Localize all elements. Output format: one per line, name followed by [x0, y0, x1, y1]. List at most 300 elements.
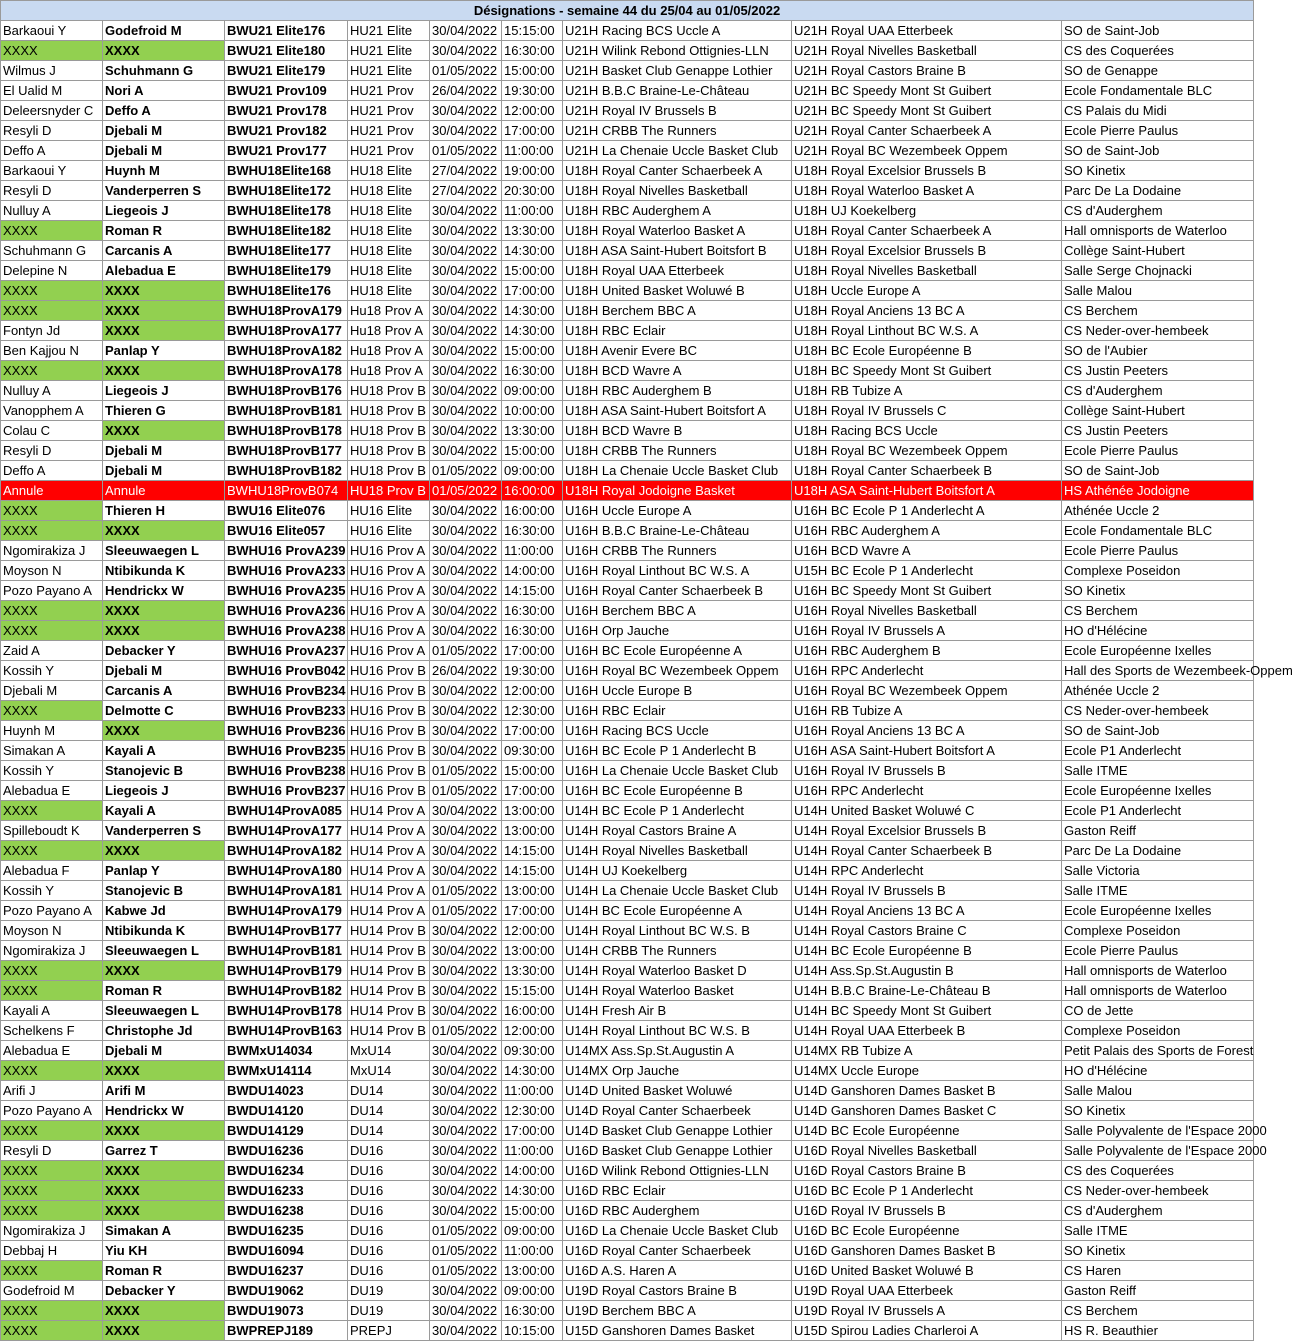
match-date-cell[interactable]: 30/04/2022 — [430, 541, 502, 561]
match-code-cell[interactable]: BWHU16 ProvA239 — [225, 541, 348, 561]
referee-1-cell[interactable]: Deffo A — [1, 461, 103, 481]
referee-2-cell[interactable]: XXXX — [103, 1321, 225, 1341]
home-team-cell[interactable]: U16D Wilink Rebond Ottignies-LLN — [563, 1161, 792, 1181]
venue-cell[interactable]: Complexe Poseidon — [1062, 921, 1254, 941]
away-team-cell[interactable]: U18H ASA Saint-Hubert Boitsfort A — [792, 481, 1062, 501]
match-time-cell[interactable]: 17:00:00 — [502, 781, 563, 801]
home-team-cell[interactable]: U14H Royal Waterloo Basket — [563, 981, 792, 1001]
match-code-cell[interactable]: BWHU18ProvB176 — [225, 381, 348, 401]
match-date-cell[interactable]: 30/04/2022 — [430, 1061, 502, 1081]
match-time-cell[interactable]: 09:30:00 — [502, 1041, 563, 1061]
referee-1-cell[interactable]: XXXX — [1, 841, 103, 861]
away-team-cell[interactable]: U21H Royal Castors Braine B — [792, 61, 1062, 81]
match-time-cell[interactable]: 14:30:00 — [502, 1061, 563, 1081]
home-team-cell[interactable]: U21H B.B.C Braine-Le-Château — [563, 81, 792, 101]
referee-1-cell[interactable]: XXXX — [1, 281, 103, 301]
venue-cell[interactable]: CS Neder-over-hembeek — [1062, 1181, 1254, 1201]
category-cell[interactable]: HU14 Prov A — [348, 901, 430, 921]
match-date-cell[interactable]: 30/04/2022 — [430, 601, 502, 621]
match-time-cell[interactable]: 15:00:00 — [502, 341, 563, 361]
match-time-cell[interactable]: 16:30:00 — [502, 41, 563, 61]
referee-1-cell[interactable]: XXXX — [1, 1261, 103, 1281]
referee-1-cell[interactable]: XXXX — [1, 1061, 103, 1081]
referee-1-cell[interactable]: XXXX — [1, 981, 103, 1001]
category-cell[interactable]: DU16 — [348, 1261, 430, 1281]
home-team-cell[interactable]: U16H Royal BC Wezembeek Oppem — [563, 661, 792, 681]
match-time-cell[interactable]: 11:00:00 — [502, 541, 563, 561]
match-time-cell[interactable]: 14:15:00 — [502, 841, 563, 861]
match-date-cell[interactable]: 30/04/2022 — [430, 1001, 502, 1021]
referee-2-cell[interactable]: Djebali M — [103, 121, 225, 141]
category-cell[interactable]: DU16 — [348, 1161, 430, 1181]
referee-1-cell[interactable]: Barkaoui Y — [1, 21, 103, 41]
category-cell[interactable]: HU21 Elite — [348, 21, 430, 41]
match-date-cell[interactable]: 30/04/2022 — [430, 821, 502, 841]
home-team-cell[interactable]: U14H Royal Linthout BC W.S. B — [563, 1021, 792, 1041]
match-time-cell[interactable]: 15:00:00 — [502, 61, 563, 81]
home-team-cell[interactable]: U16H CRBB The Runners — [563, 541, 792, 561]
referee-1-cell[interactable]: Barkaoui Y — [1, 161, 103, 181]
category-cell[interactable]: HU16 Prov A — [348, 541, 430, 561]
venue-cell[interactable]: SO Kinetix — [1062, 161, 1254, 181]
home-team-cell[interactable]: U14H Royal Waterloo Basket D — [563, 961, 792, 981]
category-cell[interactable]: HU18 Prov B — [348, 381, 430, 401]
match-code-cell[interactable]: BWU21 Elite180 — [225, 41, 348, 61]
category-cell[interactable]: HU18 Elite — [348, 241, 430, 261]
venue-cell[interactable]: Gaston Reiff — [1062, 1281, 1254, 1301]
match-date-cell[interactable]: 30/04/2022 — [430, 521, 502, 541]
referee-2-cell[interactable]: Djebali M — [103, 661, 225, 681]
match-code-cell[interactable]: BWMxU14114 — [225, 1061, 348, 1081]
venue-cell[interactable]: Hall omnisports de Waterloo — [1062, 961, 1254, 981]
referee-1-cell[interactable]: Ngomirakiza J — [1, 541, 103, 561]
match-date-cell[interactable]: 30/04/2022 — [430, 421, 502, 441]
home-team-cell[interactable]: U21H Racing BCS Uccle A — [563, 21, 792, 41]
away-team-cell[interactable]: U14D Ganshoren Dames Basket B — [792, 1081, 1062, 1101]
referee-1-cell[interactable]: Ngomirakiza J — [1, 941, 103, 961]
away-team-cell[interactable]: U14D Ganshoren Dames Basket C — [792, 1101, 1062, 1121]
category-cell[interactable]: HU16 Prov B — [348, 741, 430, 761]
sheet-title[interactable]: Désignations - semaine 44 du 25/04 au 01/05/2022 — [1, 1, 1254, 21]
category-cell[interactable]: HU18 Elite — [348, 221, 430, 241]
match-code-cell[interactable]: BWHU14ProvB181 — [225, 941, 348, 961]
match-time-cell[interactable]: 19:30:00 — [502, 81, 563, 101]
away-team-cell[interactable]: U16D Royal Nivelles Basketball — [792, 1141, 1062, 1161]
away-team-cell[interactable]: U18H BC Speedy Mont St Guibert — [792, 361, 1062, 381]
match-date-cell[interactable]: 30/04/2022 — [430, 841, 502, 861]
referee-1-cell[interactable]: Resyli D — [1, 181, 103, 201]
category-cell[interactable]: HU14 Prov B — [348, 981, 430, 1001]
match-time-cell[interactable]: 16:00:00 — [502, 1001, 563, 1021]
category-cell[interactable]: PREPJ — [348, 1321, 430, 1341]
away-team-cell[interactable]: U15H BC Ecole P 1 Anderlecht — [792, 561, 1062, 581]
venue-cell[interactable]: CS d'Auderghem — [1062, 381, 1254, 401]
match-date-cell[interactable]: 30/04/2022 — [430, 301, 502, 321]
away-team-cell[interactable]: U21H Royal Canter Schaerbeek A — [792, 121, 1062, 141]
category-cell[interactable]: DU19 — [348, 1301, 430, 1321]
category-cell[interactable]: HU14 Prov A — [348, 801, 430, 821]
venue-cell[interactable]: Complexe Poseidon — [1062, 1021, 1254, 1041]
match-code-cell[interactable]: BWHU16 ProvA237 — [225, 641, 348, 661]
match-code-cell[interactable]: BWHU18ProvA179 — [225, 301, 348, 321]
match-time-cell[interactable]: 16:30:00 — [502, 601, 563, 621]
referee-2-cell[interactable]: Delmotte C — [103, 701, 225, 721]
away-team-cell[interactable]: U16H RPC Anderlecht — [792, 661, 1062, 681]
away-team-cell[interactable]: U16D BC Ecole Européenne — [792, 1221, 1062, 1241]
referee-1-cell[interactable]: Huynh M — [1, 721, 103, 741]
match-code-cell[interactable]: BWHU16 ProvB235 — [225, 741, 348, 761]
home-team-cell[interactable]: U14H Fresh Air B — [563, 1001, 792, 1021]
category-cell[interactable]: HU14 Prov B — [348, 961, 430, 981]
match-code-cell[interactable]: BWHU18Elite176 — [225, 281, 348, 301]
match-date-cell[interactable]: 30/04/2022 — [430, 221, 502, 241]
match-time-cell[interactable]: 19:00:00 — [502, 161, 563, 181]
home-team-cell[interactable]: U18H BCD Wavre B — [563, 421, 792, 441]
match-time-cell[interactable]: 15:00:00 — [502, 761, 563, 781]
match-time-cell[interactable]: 14:30:00 — [502, 1181, 563, 1201]
match-time-cell[interactable]: 13:30:00 — [502, 421, 563, 441]
home-team-cell[interactable]: U18H Royal Nivelles Basketball — [563, 181, 792, 201]
home-team-cell[interactable]: U14D Royal Canter Schaerbeek — [563, 1101, 792, 1121]
match-time-cell[interactable]: 17:00:00 — [502, 641, 563, 661]
match-time-cell[interactable]: 17:00:00 — [502, 121, 563, 141]
match-code-cell[interactable]: BWHU16 ProvB238 — [225, 761, 348, 781]
venue-cell[interactable]: HO d'Hélécine — [1062, 621, 1254, 641]
referee-1-cell[interactable]: Schelkens F — [1, 1021, 103, 1041]
away-team-cell[interactable]: U16H RB Tubize A — [792, 701, 1062, 721]
match-code-cell[interactable]: BWU21 Prov177 — [225, 141, 348, 161]
match-time-cell[interactable]: 09:30:00 — [502, 741, 563, 761]
match-time-cell[interactable]: 14:30:00 — [502, 321, 563, 341]
away-team-cell[interactable]: U18H Royal Waterloo Basket A — [792, 181, 1062, 201]
referee-1-cell[interactable]: XXXX — [1, 1301, 103, 1321]
away-team-cell[interactable]: U14D BC Ecole Européenne — [792, 1121, 1062, 1141]
venue-cell[interactable]: Ecole Fondamentale BLC — [1062, 81, 1254, 101]
match-code-cell[interactable]: BWHU16 ProvA233 — [225, 561, 348, 581]
home-team-cell[interactable]: U16H Uccle Europe B — [563, 681, 792, 701]
home-team-cell[interactable]: U18H Royal Canter Schaerbeek A — [563, 161, 792, 181]
match-time-cell[interactable]: 19:30:00 — [502, 661, 563, 681]
venue-cell[interactable]: Collège Saint-Hubert — [1062, 241, 1254, 261]
match-time-cell[interactable]: 12:30:00 — [502, 1101, 563, 1121]
match-date-cell[interactable]: 30/04/2022 — [430, 721, 502, 741]
match-time-cell[interactable]: 11:00:00 — [502, 141, 563, 161]
match-date-cell[interactable]: 30/04/2022 — [430, 581, 502, 601]
home-team-cell[interactable]: U16D RBC Auderghem — [563, 1201, 792, 1221]
match-date-cell[interactable]: 01/05/2022 — [430, 141, 502, 161]
category-cell[interactable]: HU18 Prov B — [348, 421, 430, 441]
match-code-cell[interactable]: BWHU14ProvB182 — [225, 981, 348, 1001]
away-team-cell[interactable]: U16D United Basket Woluwé B — [792, 1261, 1062, 1281]
venue-cell[interactable]: SO de Saint-Job — [1062, 21, 1254, 41]
referee-1-cell[interactable]: XXXX — [1, 1181, 103, 1201]
referee-1-cell[interactable]: Ben Kajjou N — [1, 341, 103, 361]
home-team-cell[interactable]: U14H Royal Linthout BC W.S. B — [563, 921, 792, 941]
referee-1-cell[interactable]: XXXX — [1, 601, 103, 621]
home-team-cell[interactable]: U14H BC Ecole P 1 Anderlecht — [563, 801, 792, 821]
home-team-cell[interactable]: U18H ASA Saint-Hubert Boitsfort A — [563, 401, 792, 421]
home-team-cell[interactable]: U14MX Orp Jauche — [563, 1061, 792, 1081]
match-date-cell[interactable]: 30/04/2022 — [430, 201, 502, 221]
away-team-cell[interactable]: U14H Royal Canter Schaerbeek B — [792, 841, 1062, 861]
venue-cell[interactable]: SO de Saint-Job — [1062, 461, 1254, 481]
referee-2-cell[interactable]: Djebali M — [103, 461, 225, 481]
referee-2-cell[interactable]: XXXX — [103, 961, 225, 981]
referee-1-cell[interactable]: Pozo Payano A — [1, 901, 103, 921]
referee-2-cell[interactable]: Carcanis A — [103, 681, 225, 701]
match-time-cell[interactable]: 16:00:00 — [502, 501, 563, 521]
venue-cell[interactable]: CS Palais du Midi — [1062, 101, 1254, 121]
match-date-cell[interactable]: 30/04/2022 — [430, 921, 502, 941]
referee-1-cell[interactable]: Moyson N — [1, 561, 103, 581]
home-team-cell[interactable]: U18H RBC Eclair — [563, 321, 792, 341]
category-cell[interactable]: HU16 Prov B — [348, 681, 430, 701]
away-team-cell[interactable]: U18H Royal IV Brussels C — [792, 401, 1062, 421]
match-date-cell[interactable]: 26/04/2022 — [430, 661, 502, 681]
match-code-cell[interactable]: BWHU16 ProvB042 — [225, 661, 348, 681]
match-time-cell[interactable]: 17:00:00 — [502, 901, 563, 921]
home-team-cell[interactable]: U14H BC Ecole Européenne A — [563, 901, 792, 921]
venue-cell[interactable]: Parc De La Dodaine — [1062, 841, 1254, 861]
match-date-cell[interactable]: 30/04/2022 — [430, 621, 502, 641]
home-team-cell[interactable]: U14H La Chenaie Uccle Basket Club — [563, 881, 792, 901]
venue-cell[interactable]: Ecole Pierre Paulus — [1062, 441, 1254, 461]
match-date-cell[interactable]: 26/04/2022 — [430, 81, 502, 101]
match-time-cell[interactable]: 16:30:00 — [502, 1301, 563, 1321]
category-cell[interactable]: MxU14 — [348, 1041, 430, 1061]
referee-1-cell[interactable]: Delepine N — [1, 261, 103, 281]
referee-2-cell[interactable]: Simakan A — [103, 1221, 225, 1241]
match-date-cell[interactable]: 30/04/2022 — [430, 701, 502, 721]
category-cell[interactable]: HU21 Elite — [348, 61, 430, 81]
category-cell[interactable]: Hu18 Prov A — [348, 321, 430, 341]
match-code-cell[interactable]: BWHU14ProvA181 — [225, 881, 348, 901]
category-cell[interactable]: HU18 Elite — [348, 261, 430, 281]
referee-2-cell[interactable]: XXXX — [103, 281, 225, 301]
match-time-cell[interactable]: 12:00:00 — [502, 921, 563, 941]
referee-1-cell[interactable]: XXXX — [1, 41, 103, 61]
away-team-cell[interactable]: U14H Ass.Sp.St.Augustin B — [792, 961, 1062, 981]
referee-2-cell[interactable]: XXXX — [103, 1121, 225, 1141]
category-cell[interactable]: HU14 Prov A — [348, 821, 430, 841]
referee-2-cell[interactable]: Debacker Y — [103, 641, 225, 661]
match-date-cell[interactable]: 27/04/2022 — [430, 161, 502, 181]
referee-2-cell[interactable]: Arifi M — [103, 1081, 225, 1101]
away-team-cell[interactable]: U16H BC Ecole P 1 Anderlecht A — [792, 501, 1062, 521]
category-cell[interactable]: HU18 Prov B — [348, 441, 430, 461]
match-code-cell[interactable]: BWMxU14034 — [225, 1041, 348, 1061]
venue-cell[interactable]: Hall des Sports de Wezembeek-Oppem — [1062, 661, 1254, 681]
referee-2-cell[interactable]: Ntibikunda K — [103, 921, 225, 941]
match-code-cell[interactable]: BWHU16 ProvB234 — [225, 681, 348, 701]
referee-1-cell[interactable]: Resyli D — [1, 121, 103, 141]
venue-cell[interactable]: SO Kinetix — [1062, 1241, 1254, 1261]
venue-cell[interactable]: HO d'Hélécine — [1062, 1061, 1254, 1081]
referee-2-cell[interactable]: XXXX — [103, 361, 225, 381]
home-team-cell[interactable]: U21H Basket Club Genappe Lothier — [563, 61, 792, 81]
match-date-cell[interactable]: 01/05/2022 — [430, 1241, 502, 1261]
venue-cell[interactable]: Hall omnisports de Waterloo — [1062, 221, 1254, 241]
referee-1-cell[interactable]: Colau C — [1, 421, 103, 441]
match-date-cell[interactable]: 30/04/2022 — [430, 21, 502, 41]
match-date-cell[interactable]: 30/04/2022 — [430, 281, 502, 301]
category-cell[interactable]: Hu18 Prov A — [348, 341, 430, 361]
away-team-cell[interactable]: U16H Royal IV Brussels A — [792, 621, 1062, 641]
home-team-cell[interactable]: U18H Royal Jodoigne Basket — [563, 481, 792, 501]
referee-1-cell[interactable]: Godefroid M — [1, 1281, 103, 1301]
venue-cell[interactable]: CS Haren — [1062, 1261, 1254, 1281]
away-team-cell[interactable]: U16H Royal BC Wezembeek Oppem — [792, 681, 1062, 701]
home-team-cell[interactable]: U16H Berchem BBC A — [563, 601, 792, 621]
match-date-cell[interactable]: 30/04/2022 — [430, 1281, 502, 1301]
referee-2-cell[interactable]: Sleeuwaegen L — [103, 941, 225, 961]
away-team-cell[interactable]: U16H BCD Wavre A — [792, 541, 1062, 561]
referee-1-cell[interactable]: Simakan A — [1, 741, 103, 761]
home-team-cell[interactable]: U16H BC Ecole Européenne A — [563, 641, 792, 661]
match-code-cell[interactable]: BWU21 Elite179 — [225, 61, 348, 81]
match-code-cell[interactable]: BWHU18ProvB181 — [225, 401, 348, 421]
category-cell[interactable]: HU16 Prov A — [348, 601, 430, 621]
referee-2-cell[interactable]: Ntibikunda K — [103, 561, 225, 581]
venue-cell[interactable]: Hall omnisports de Waterloo — [1062, 981, 1254, 1001]
referee-2-cell[interactable]: Huynh M — [103, 161, 225, 181]
away-team-cell[interactable]: U16D Royal Castors Braine B — [792, 1161, 1062, 1181]
category-cell[interactable]: HU14 Prov B — [348, 1021, 430, 1041]
match-date-cell[interactable]: 01/05/2022 — [430, 1261, 502, 1281]
venue-cell[interactable]: CS Neder-over-hembeek — [1062, 321, 1254, 341]
away-team-cell[interactable]: U14H Royal Excelsior Brussels B — [792, 821, 1062, 841]
category-cell[interactable]: HU16 Prov B — [348, 701, 430, 721]
venue-cell[interactable]: Complexe Poseidon — [1062, 561, 1254, 581]
referee-1-cell[interactable]: Fontyn Jd — [1, 321, 103, 341]
referee-1-cell[interactable]: XXXX — [1, 801, 103, 821]
venue-cell[interactable]: Ecole P1 Anderlecht — [1062, 741, 1254, 761]
home-team-cell[interactable]: U18H Royal UAA Etterbeek — [563, 261, 792, 281]
referee-1-cell[interactable]: Annule — [1, 481, 103, 501]
match-time-cell[interactable]: 09:00:00 — [502, 381, 563, 401]
match-date-cell[interactable]: 01/05/2022 — [430, 641, 502, 661]
referee-1-cell[interactable]: Spilleboudt K — [1, 821, 103, 841]
referee-1-cell[interactable]: XXXX — [1, 501, 103, 521]
match-code-cell[interactable]: BWDU16238 — [225, 1201, 348, 1221]
category-cell[interactable]: HU16 Prov A — [348, 641, 430, 661]
home-team-cell[interactable]: U14H Royal Castors Braine A — [563, 821, 792, 841]
home-team-cell[interactable]: U14MX Ass.Sp.St.Augustin A — [563, 1041, 792, 1061]
referee-2-cell[interactable]: Hendrickx W — [103, 1101, 225, 1121]
referee-1-cell[interactable]: Alebadua E — [1, 1041, 103, 1061]
referee-1-cell[interactable]: Debbaj H — [1, 1241, 103, 1261]
referee-1-cell[interactable]: XXXX — [1, 1121, 103, 1141]
away-team-cell[interactable]: U16H Royal IV Brussels B — [792, 761, 1062, 781]
away-team-cell[interactable]: U18H Racing BCS Uccle — [792, 421, 1062, 441]
away-team-cell[interactable]: U16H ASA Saint-Hubert Boitsfort A — [792, 741, 1062, 761]
away-team-cell[interactable]: U21H BC Speedy Mont St Guibert — [792, 101, 1062, 121]
match-code-cell[interactable]: BWDU16234 — [225, 1161, 348, 1181]
match-code-cell[interactable]: BWHU18ProvA177 — [225, 321, 348, 341]
venue-cell[interactable]: Ecole Pierre Paulus — [1062, 121, 1254, 141]
venue-cell[interactable]: Ecole Européenne Ixelles — [1062, 641, 1254, 661]
away-team-cell[interactable]: U14MX Uccle Europe — [792, 1061, 1062, 1081]
referee-1-cell[interactable]: Arifi J — [1, 1081, 103, 1101]
venue-cell[interactable]: Salle Serge Chojnacki — [1062, 261, 1254, 281]
category-cell[interactable]: HU18 Elite — [348, 281, 430, 301]
match-time-cell[interactable]: 17:00:00 — [502, 1121, 563, 1141]
away-team-cell[interactable]: U14H BC Ecole Européenne B — [792, 941, 1062, 961]
away-team-cell[interactable]: U21H Royal BC Wezembeek Oppem — [792, 141, 1062, 161]
match-date-cell[interactable]: 30/04/2022 — [430, 861, 502, 881]
home-team-cell[interactable]: U18H BCD Wavre A — [563, 361, 792, 381]
match-date-cell[interactable]: 01/05/2022 — [430, 1221, 502, 1241]
referee-1-cell[interactable]: Ngomirakiza J — [1, 1221, 103, 1241]
away-team-cell[interactable]: U16H BC Speedy Mont St Guibert — [792, 581, 1062, 601]
match-code-cell[interactable]: BWDU16235 — [225, 1221, 348, 1241]
match-code-cell[interactable]: BWHU14ProvB177 — [225, 921, 348, 941]
match-date-cell[interactable]: 30/04/2022 — [430, 941, 502, 961]
category-cell[interactable]: HU14 Prov B — [348, 941, 430, 961]
match-code-cell[interactable]: BWU21 Elite176 — [225, 21, 348, 41]
home-team-cell[interactable]: U15D Ganshoren Dames Basket — [563, 1321, 792, 1341]
home-team-cell[interactable]: U16H Uccle Europe A — [563, 501, 792, 521]
away-team-cell[interactable]: U18H Royal Excelsior Brussels B — [792, 241, 1062, 261]
match-code-cell[interactable]: BWHU14ProvB163 — [225, 1021, 348, 1041]
referee-2-cell[interactable]: Vanderperren S — [103, 181, 225, 201]
away-team-cell[interactable]: U15D Spirou Ladies Charleroi A — [792, 1321, 1062, 1341]
match-code-cell[interactable]: BWHU18ProvB177 — [225, 441, 348, 461]
venue-cell[interactable]: SO de l'Aubier — [1062, 341, 1254, 361]
match-time-cell[interactable]: 14:00:00 — [502, 561, 563, 581]
referee-2-cell[interactable]: Annule — [103, 481, 225, 501]
match-date-cell[interactable]: 30/04/2022 — [430, 401, 502, 421]
referee-2-cell[interactable]: Deffo A — [103, 101, 225, 121]
match-date-cell[interactable]: 30/04/2022 — [430, 741, 502, 761]
match-code-cell[interactable]: BWHU14ProvA180 — [225, 861, 348, 881]
match-code-cell[interactable]: BWHU16 ProvA238 — [225, 621, 348, 641]
referee-2-cell[interactable]: Panlap Y — [103, 341, 225, 361]
referee-2-cell[interactable]: XXXX — [103, 1301, 225, 1321]
referee-2-cell[interactable]: Panlap Y — [103, 861, 225, 881]
match-date-cell[interactable]: 30/04/2022 — [430, 961, 502, 981]
match-time-cell[interactable]: 13:00:00 — [502, 1261, 563, 1281]
category-cell[interactable]: DU19 — [348, 1281, 430, 1301]
match-date-cell[interactable]: 30/04/2022 — [430, 1081, 502, 1101]
home-team-cell[interactable]: U18H RBC Auderghem A — [563, 201, 792, 221]
venue-cell[interactable]: CS Justin Peeters — [1062, 421, 1254, 441]
referee-2-cell[interactable]: XXXX — [103, 601, 225, 621]
referee-2-cell[interactable]: XXXX — [103, 1181, 225, 1201]
match-time-cell[interactable]: 13:00:00 — [502, 801, 563, 821]
category-cell[interactable]: DU16 — [348, 1221, 430, 1241]
match-code-cell[interactable]: BWHU14ProvA182 — [225, 841, 348, 861]
away-team-cell[interactable]: U14H BC Speedy Mont St Guibert — [792, 1001, 1062, 1021]
venue-cell[interactable]: Petit Palais des Sports de Forest — [1062, 1041, 1254, 1061]
match-date-cell[interactable]: 01/05/2022 — [430, 61, 502, 81]
referee-2-cell[interactable]: Stanojevic B — [103, 761, 225, 781]
match-time-cell[interactable]: 15:15:00 — [502, 21, 563, 41]
category-cell[interactable]: HU21 Prov — [348, 101, 430, 121]
match-code-cell[interactable]: BWHU18Elite168 — [225, 161, 348, 181]
match-time-cell[interactable]: 17:00:00 — [502, 281, 563, 301]
match-code-cell[interactable]: BWHU18Elite172 — [225, 181, 348, 201]
away-team-cell[interactable]: U14H Royal UAA Etterbeek B — [792, 1021, 1062, 1041]
match-code-cell[interactable]: BWHU16 ProvA236 — [225, 601, 348, 621]
category-cell[interactable]: HU16 Elite — [348, 521, 430, 541]
venue-cell[interactable]: CS Justin Peeters — [1062, 361, 1254, 381]
category-cell[interactable]: HU18 Elite — [348, 201, 430, 221]
category-cell[interactable]: HU16 Prov A — [348, 561, 430, 581]
match-date-cell[interactable]: 27/04/2022 — [430, 181, 502, 201]
match-code-cell[interactable]: BWHU18Elite179 — [225, 261, 348, 281]
venue-cell[interactable]: Salle Victoria — [1062, 861, 1254, 881]
